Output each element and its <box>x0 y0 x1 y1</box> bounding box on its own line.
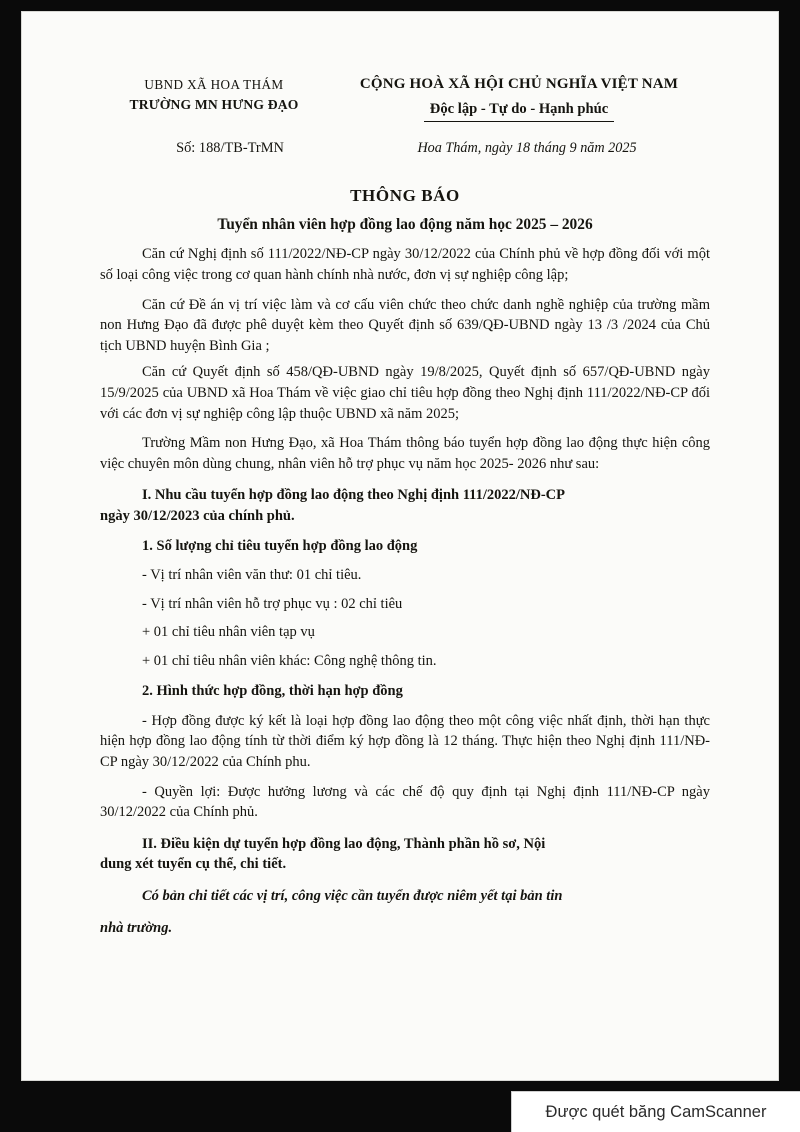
closing-note-line-1: Có bản chi tiết các vị trí, công việc cần tuyển được niêm yết tại bản tin <box>142 887 563 904</box>
paragraph-basis-2: Căn cứ Đề án vị trí việc làm và cơ cấu viên chức theo chức danh nghề nghiệp của trường mầm non Hưng Đạo đã được phê duyệt kèm theo Quyết định số 639/QĐ-UBND ngày 13 /3 /2024 của Chủ tịch UBND huyện Bình Gia ; <box>100 296 710 354</box>
bullet-cong-nghe-thong-tin: + 01 chỉ tiêu nhân viên khác: Công nghệ thông tin. <box>142 652 437 669</box>
section-2-heading-line-1: II. Điều kiện dự tuyển hợp đồng lao động, Thành phần hồ sơ, Nội <box>142 835 546 852</box>
org-line-2: TRƯỜNG MN HƯNG ĐẠO <box>129 96 299 112</box>
issuing-organization <box>100 74 328 114</box>
document-sheet <box>22 12 778 1080</box>
national-heading <box>328 74 710 122</box>
section-1-heading-line-1: I. Nhu cầu tuyển hợp đồng lao động theo Nghị định 111/2022/NĐ-CP <box>142 487 565 504</box>
paragraph-benefits: - Quyền lợi: Được hưởng lương và các chế độ quy định tại Nghị định 111/NĐ-CP ngày 30/12/2022 của Chính phủ. <box>100 783 710 821</box>
document-body <box>100 74 710 938</box>
place-and-date: Hoa Thám, ngày 18 tháng 9 năm 2025 <box>417 140 637 157</box>
paragraph-announcement: Trường Mầm non Hưng Đạo, xã Hoa Thám thông báo tuyển hợp đồng lao động thực hiện công việc chuyên môn dùng chung, nhân viên hỗ trợ phục vụ năm học 2025- 2026 như sau: <box>100 435 710 472</box>
document-number: Số: 188/TB-TrMN <box>176 140 284 157</box>
subsection-1-heading: 1. Số lượng chỉ tiêu tuyển hợp đồng lao động <box>142 538 418 555</box>
bullet-tap-vu: + 01 chỉ tiêu nhân viên tạp vụ <box>142 624 315 641</box>
national-motto: Độc lập - Tự do - Hạnh phúc <box>424 98 614 122</box>
closing-note-line-2: nhà trường. <box>100 919 173 936</box>
paragraph-contract-form: - Hợp đồng được ký kết là loại hợp đồng lao động theo một công việc nhất định, thời hạn thực hiện hợp đồng lao động tính từ thời điểm ký hợp đồng là 12 tháng. Thực hiện theo Nghị định 111/NĐ-CP ngày 30/12/2022 của Chính phu. <box>100 712 710 771</box>
document-subtitle: Tuyển nhân viên hợp đồng lao động năm học 2025 – 2026 <box>217 215 593 233</box>
camscanner-watermark-text: Được quét băng CamScanner <box>545 1102 767 1121</box>
document-header <box>100 74 710 122</box>
paragraph-basis-3: Căn cứ Quyết định số 458/QĐ-UBND ngày 19/8/2025, Quyết định số 657/QĐ-UBND ngày 15/9/2025 của UBND xã Hoa Thám về việc giao chỉ tiêu hợp đồng theo Nghị định 111/2022/NĐ-CP đối với các đơn vị sự nghiệp công lập thuộc UBND xã năm 2025; <box>100 364 710 422</box>
document-title: THÔNG BÁO <box>350 186 460 206</box>
paragraph-basis-1: Căn cứ Nghị định số 111/2022/NĐ-CP ngày 30/12/2022 của Chính phủ về hợp đồng đối với một số loại công việc trong cơ quan hành chính nhà nước, đơn vị sự nghiệp công lập; <box>100 246 710 284</box>
section-2-heading-line-2: dung xét tuyển cụ thể, chi tiết. <box>100 856 287 873</box>
bullet-van-thu: - Vị trí nhân viên văn thư: 01 chỉ tiêu. <box>142 566 362 583</box>
org-line-1: UBND XÃ HOA THÁM <box>144 77 284 92</box>
national-title: CỘNG HOÀ XÃ HỘI CHỦ NGHĨA VIỆT NAM <box>359 76 679 92</box>
bullet-ho-tro-phuc-vu: - Vị trí nhân viên hỗ trợ phục vụ : 02 chỉ tiêu <box>142 595 403 612</box>
document-subheader <box>100 138 710 158</box>
section-1-heading-line-2: ngày 30/12/2023 của chính phủ. <box>100 507 295 524</box>
subsection-2-heading: 2. Hình thức hợp đồng, thời hạn hợp đồng <box>142 683 403 700</box>
camscanner-watermark <box>511 1091 800 1132</box>
